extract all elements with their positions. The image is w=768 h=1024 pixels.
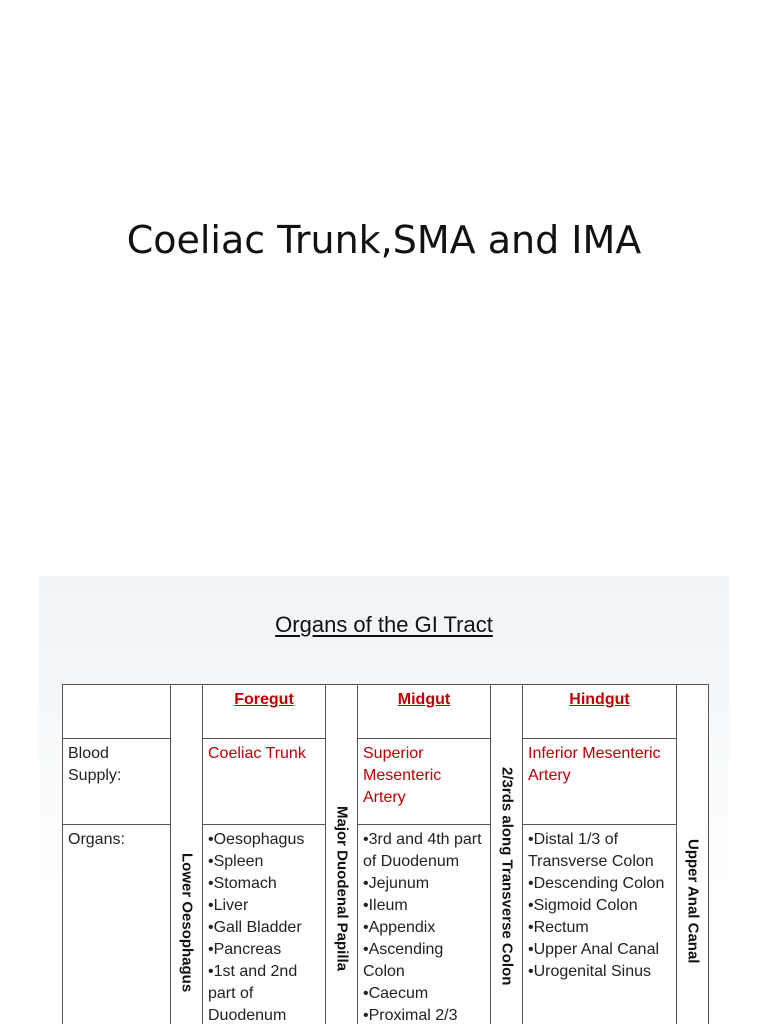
list-item: •Rectum <box>528 919 589 936</box>
foregut-organs <box>203 825 326 1024</box>
hindgut-blood-supply: Inferior Mesenteric Artery <box>523 739 677 825</box>
corner-cell <box>63 685 171 739</box>
header-row <box>63 685 709 739</box>
list-item: •Caecum <box>363 985 429 1002</box>
divider-major-duodenal-papilla: Major Duodenal Papilla <box>326 685 358 1024</box>
list-item: •3rd and 4th part of Duodenum <box>363 831 482 870</box>
list-item: •Proximal 2/3 <box>363 1007 458 1024</box>
list-item: •Spleen <box>208 853 264 870</box>
hindgut-organs <box>523 825 677 1024</box>
divider-upper-anal-canal: Upper Anal Canal <box>677 685 709 1024</box>
blood-supply-row <box>63 739 709 825</box>
slide-title: Coeliac Trunk,SMA and IMA <box>126 218 642 262</box>
list-item: •Upper Anal Canal <box>528 941 660 958</box>
figure-title: Organs of the GI Tract <box>275 612 493 637</box>
hindgut-header: Hindgut <box>523 685 677 739</box>
list-item: •Gall Bladder <box>208 919 302 936</box>
list-item: •1st and 2nd part of Duodenum <box>208 963 298 1024</box>
list-item: •Ileum <box>363 897 408 914</box>
list-item: •Sigmoid Colon <box>528 897 638 914</box>
divider-transverse-colon: 2/3rds along Transverse Colon <box>491 685 523 1024</box>
list-item: •Liver <box>208 897 249 914</box>
list-item: •Pancreas <box>208 941 282 958</box>
midgut-organs <box>358 825 491 1024</box>
list-item: •Stomach <box>208 875 277 892</box>
midgut-blood-supply: Superior Mesenteric Artery <box>358 739 491 825</box>
divider-lower-oesophagus: Lower Oesophagus <box>171 685 203 1024</box>
midgut-header: Midgut <box>358 685 491 739</box>
list-item: •Oesophagus <box>208 831 305 848</box>
gi-tract-figure <box>39 576 729 1024</box>
organs-label: Organs: <box>63 825 171 1024</box>
list-item: •Urogenital Sinus <box>528 963 651 980</box>
foregut-blood-supply: Coeliac Trunk <box>203 739 326 825</box>
list-item: •Ascending Colon <box>363 941 444 980</box>
organs-row <box>63 825 709 1024</box>
foregut-header: Foregut <box>203 685 326 739</box>
list-item: •Jejunum <box>363 875 430 892</box>
list-item: •Appendix <box>363 919 436 936</box>
gi-tract-table <box>62 684 709 1024</box>
list-item: •Distal 1/3 of Transverse Colon <box>528 831 654 870</box>
blood-supply-label: Blood Supply: <box>63 739 171 825</box>
list-item: •Descending Colon <box>528 875 665 892</box>
